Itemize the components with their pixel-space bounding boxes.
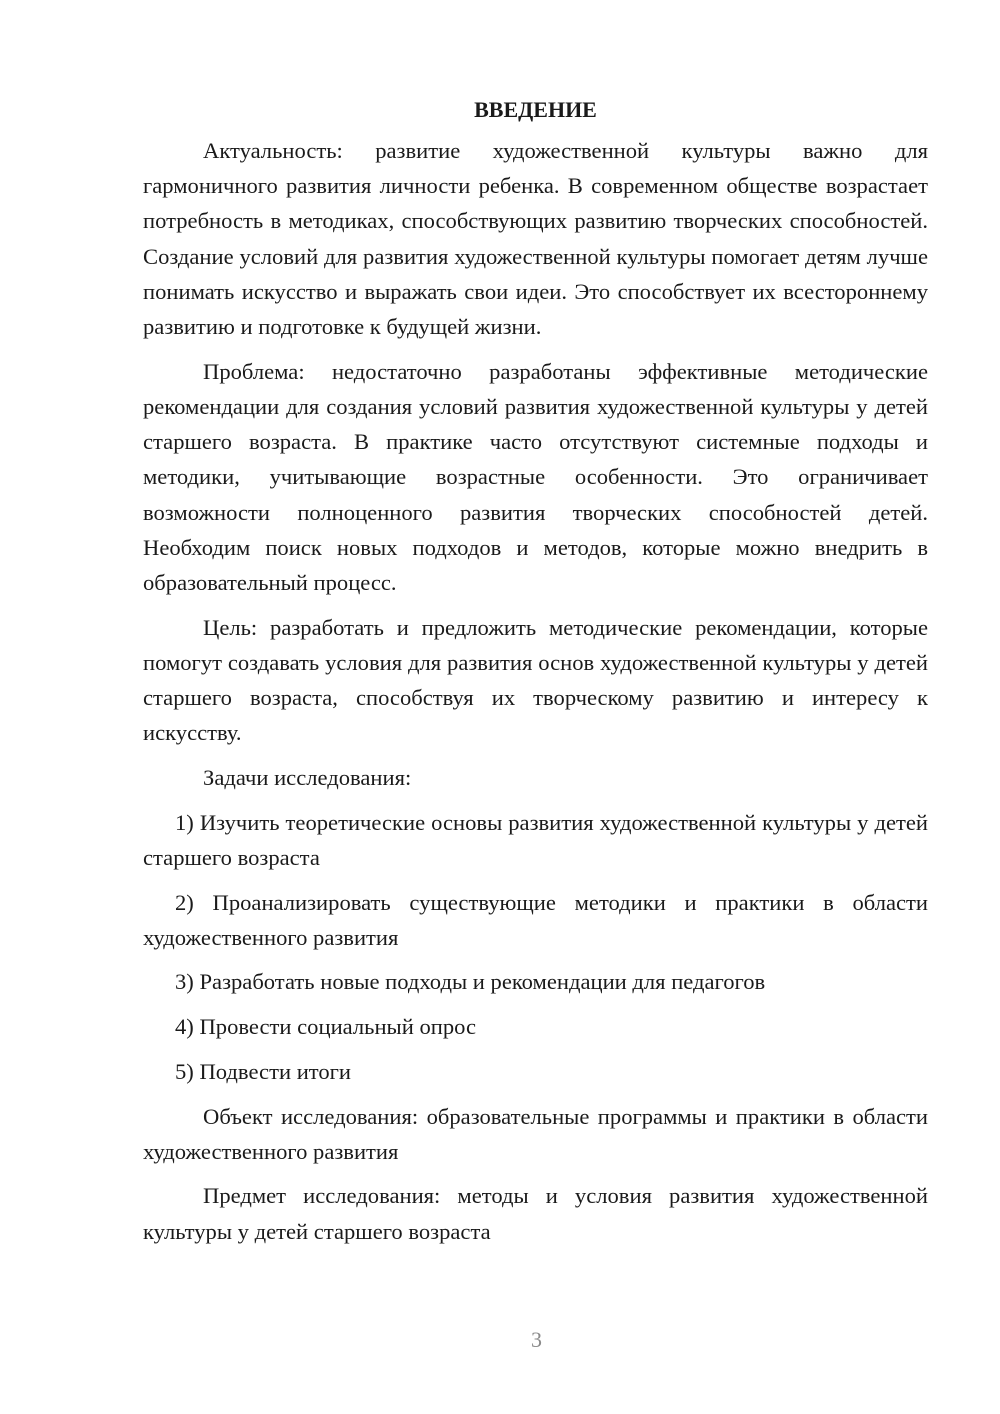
task-item-5: 5) Подвести итоги <box>175 1058 352 1084</box>
task-item-4: 4) Провести социальный опрос <box>175 1014 477 1040</box>
task-item-2: 2) Проанализировать существующие методики и практики в области художественного развития <box>143 889 928 950</box>
paragraph-object: Объект исследования: образовательные программы и практики в области художественного развития <box>143 1103 928 1164</box>
tasks-label: Задачи исследования: <box>203 764 412 790</box>
paragraph-subject: Предмет исследования: методы и условия развития художественной культуры у детей старшего возраста <box>143 1183 928 1244</box>
document-title: ВВЕДЕНИЕ <box>474 97 597 122</box>
task-item-3: 3) Разработать новые подходы и рекомендации для педагогов <box>175 969 766 995</box>
document-page <box>143 92 928 1258</box>
page-number: 3 <box>531 1327 542 1352</box>
task-item-1: 1) Изучить теоретические основы развития художественной культуры у детей старшего возраста <box>143 809 928 870</box>
paragraph-problem: Проблема: недостаточно разработаны эффективные методические рекомендации для создания условий развития художественной культуры у детей старшего возраста. В практике часто отсутствуют системные подходы и методики, учитывающие возрастные особенности. Это ограничивает возможности полноценного развития творческих способностей детей. Необходим поиск новых подходов и методов, которые можно внедрить в образовательный процесс. <box>143 358 928 595</box>
paragraph-goal: Цель: разработать и предложить методические рекомендации, которые помогут создавать условия для развития основ художественной культуры у детей старшего возраста, способствуя их творческому развитию и интересу к искусству. <box>143 614 928 746</box>
paragraph-relevance: Актуальность: развитие художественной культуры важно для гармоничного развития личности ребенка. В современном обществе возрастает потребность в методиках, способствующих развитию творческих способностей. Создание условий для развития художественной культуры помогает детям лучше понимать искусство и выражать свои идеи. Это способствует их всестороннему развитию и подготовке к будущей жизни. <box>143 138 928 340</box>
